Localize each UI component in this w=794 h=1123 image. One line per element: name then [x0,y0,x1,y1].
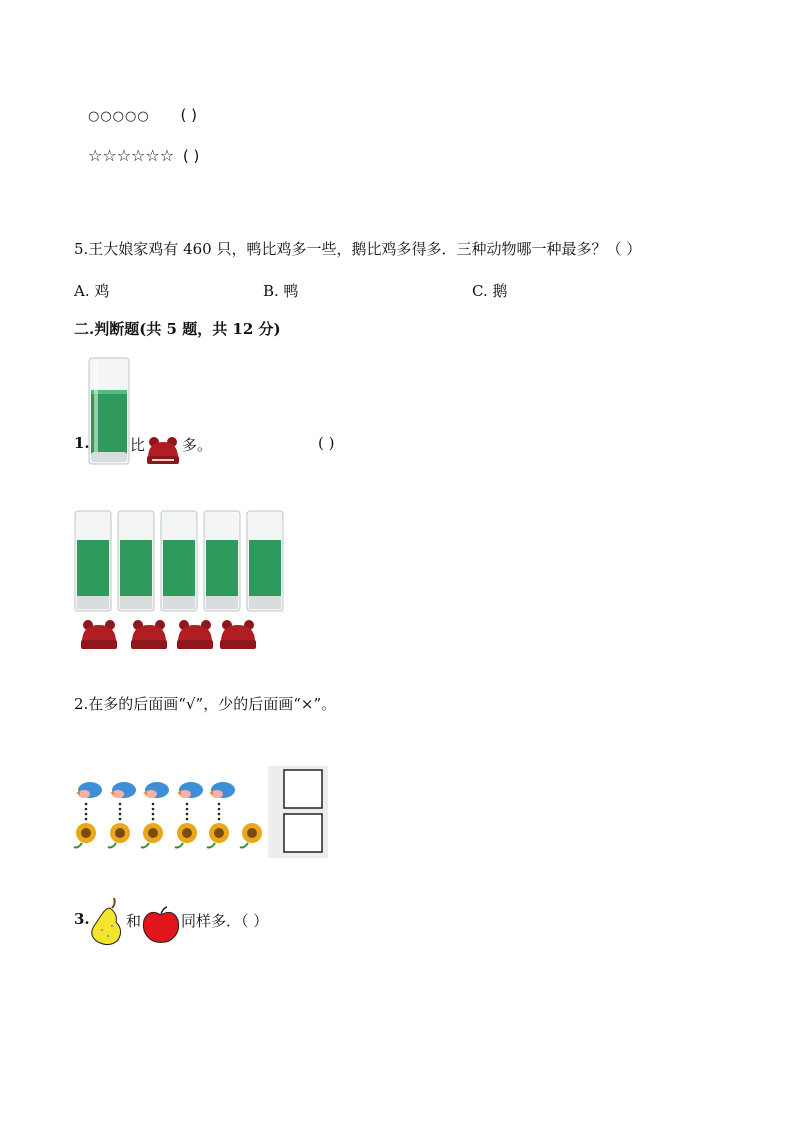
j3-number: 3. [74,910,90,928]
section-2-title: 二.判断题(共 5 题，共 12 分) [74,320,281,338]
answer-box-sunflowers [284,814,322,852]
birds-and-sunflowers-picture [72,766,328,858]
sunflower-icon [175,823,197,848]
bird-icon [143,782,169,798]
j3-rest: 同样多．（ ） [181,912,269,930]
glass-icon [75,511,111,611]
glass-icon [88,356,130,468]
j2-text: 2.在多的后面画“√”，少的后面画“×”。 [74,695,337,713]
hat-icon [220,620,256,649]
glass-icon [118,511,154,611]
bird-icon [209,782,235,798]
bird-icon [177,782,203,798]
sunflower-icon [141,823,163,848]
pear-icon [88,896,124,946]
glass-icon [247,511,283,611]
q5-option-a: A. 鸡 [74,282,110,300]
sunflower-icon [74,823,96,848]
circles-row [88,106,197,124]
answer-paren: ( ) [182,147,200,165]
q5-option-c: C. 鹅 [472,282,508,300]
j1-paren: ( ) [318,434,335,452]
glass-icon [204,511,240,611]
bird-icon [76,782,102,798]
glass-icon [161,511,197,611]
glasses-and-hats-picture [73,508,285,654]
answer-paren: ( ) [180,106,197,124]
question-5: 5.王大娘家鸡有 460 只，鸭比鸡多一些，鹅比鸡多得多．三种动物哪一种最多？（ ） [74,240,642,258]
q5-option-b: B. 鸭 [263,282,299,300]
stars-row [88,146,199,165]
hat-icon [81,620,117,649]
answer-box-birds [284,770,322,808]
hat-icon [177,620,213,649]
apple-icon [141,906,181,944]
j1-number: 1. [74,434,90,452]
sunflower-icon [207,823,229,848]
j3-he: 和 [126,912,142,930]
star-symbols: ☆☆☆☆☆☆ [88,146,175,165]
bird-icon [110,782,136,798]
sunflower-icon [108,823,130,848]
j1-duo: 多。 [182,436,213,454]
j1-bi: 比 [130,436,146,454]
circle-symbols: ○○○○○ [88,109,150,124]
sunflower-icon [240,823,262,848]
hat-icon [146,436,180,466]
hat-icon [131,620,167,649]
